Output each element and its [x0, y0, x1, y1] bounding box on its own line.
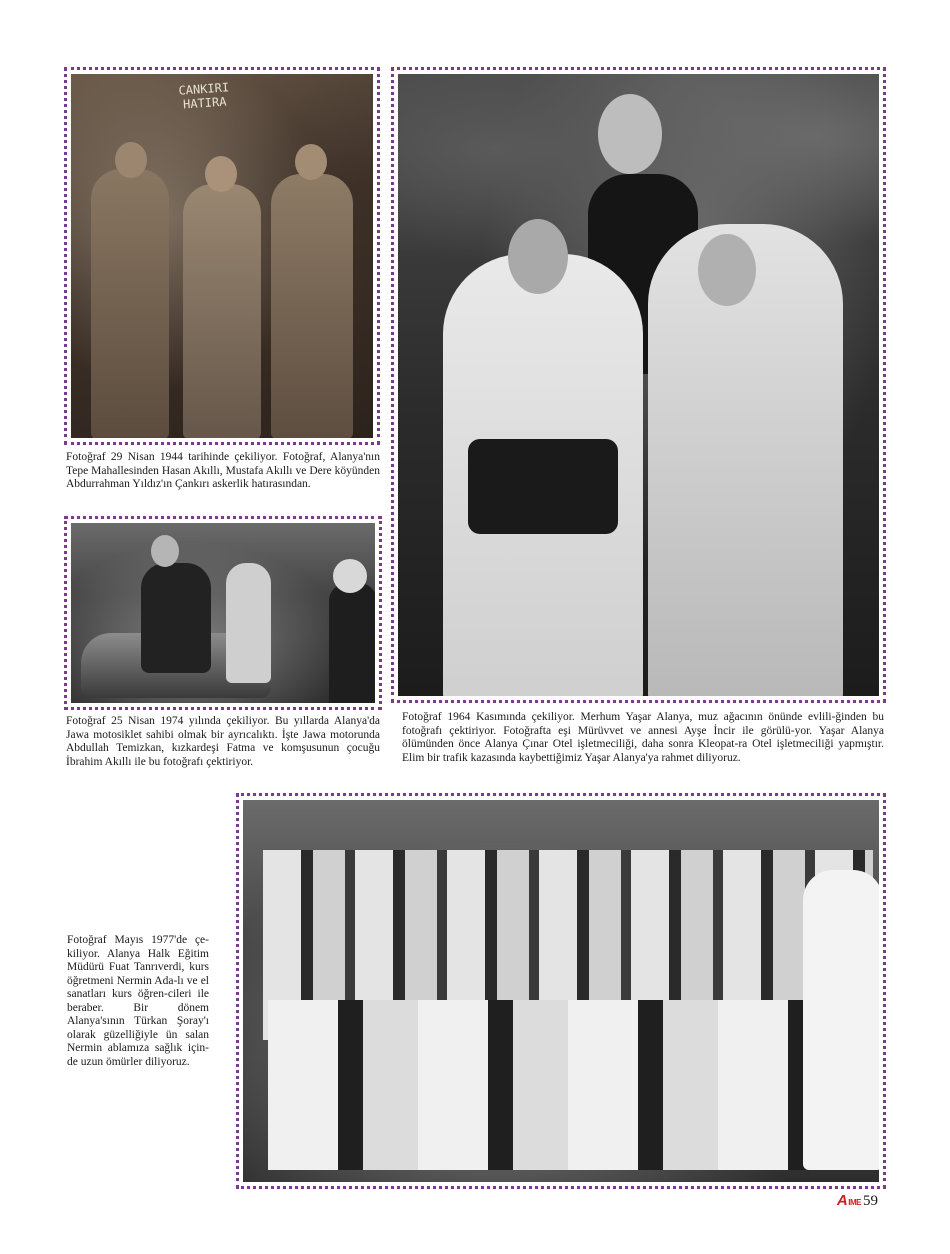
soldier-head: [115, 142, 147, 178]
child-figure: [329, 583, 375, 703]
photo-military-image: [71, 74, 373, 438]
soldier-head: [205, 156, 237, 192]
logo-letter: A: [836, 1192, 848, 1209]
page-number: 59: [863, 1193, 878, 1209]
caption-photo-1944: Fotoğraf 29 Nisan 1944 tarihinde çekiliyor. Fotoğraf, Alanya'nın Tepe Mahallesinden Hasan Akıllı, Mustafa Akıllı ve Dere köyünden Abdurrahman Yıldız'ın Çankırı askerlik hatırasından.: [66, 451, 380, 490]
photo-handwriting: [178, 80, 230, 111]
caption-photo-1974: Fotoğraf 25 Nisan 1974 yılında çekiliyor. Bu yıllarda Alanya'da Jawa motosiklet sahibi olmak bir ayrıcalıktı. İşte Jawa motorunda Abdullah Temizkan, kızkardeşi Fatma ve komşusunun çocuğu İbrahim Akıllı ile bu fotoğrafı çektiriyor.: [66, 715, 380, 768]
caption-photo-1964: Fotoğraf 1964 Kasımında çekiliyor. Merhum Yaşar Alanya, muz ağacının önünde evlili-ğinden bu fotoğrafı çektiriyor. Fotoğrafta eşi Mürüvvet ve annesi Ayşe İncir ile görülü-yor. Yaşar Alanya ölümünden önce Alanya Çınar Otel işletmeciliği, daha sonra Kleopat-ra Otel işletmeciliği yapmıştır. Elim bir trafik kazasında kaybettiğimiz Yaşar Alanya'ya rahmet diliyoruz.: [402, 711, 884, 764]
handwriting-line-1: CANKIRI: [178, 80, 230, 98]
logo-small-text: IME: [848, 1198, 861, 1207]
woman-right-figure: [803, 870, 879, 1170]
caption-photo-1977: Fotoğraf Mayıs 1977'de çe-kiliyor. Alanya Halk Eğitim Müdürü Fuat Tanrıverdi, kurs öğretmeni Nermin Ada-lı ve el sanatları kurs öğren-cileri ile beraber. Bir dönem Alanya'sının Türkan Şoray'ı olarak güzelliğiyle ün salan Nermin ablamıza sağlık için-de uzun ömürler diliyoruz.: [67, 934, 209, 1068]
bride-head: [508, 219, 568, 294]
soldier-head: [295, 144, 327, 180]
groom-head: [598, 94, 662, 174]
woman-figure: [226, 563, 271, 683]
soldier-figure: [271, 174, 353, 438]
rider-figure: [141, 563, 211, 673]
rider-head: [151, 535, 179, 567]
photo-motorcycle-1974: [64, 516, 382, 710]
handwriting-line-2: HATIRA: [182, 94, 227, 112]
soldier-figure: [183, 184, 261, 438]
front-row-group: [268, 1000, 808, 1170]
page-footer: [837, 1192, 878, 1210]
child-head: [333, 559, 367, 593]
photo-group-1977: [236, 793, 886, 1189]
photo-wedding-image: [398, 74, 879, 696]
photo-motorcycle-image: [71, 523, 375, 703]
photo-group-image: [243, 800, 879, 1182]
soldier-figure: [91, 169, 169, 438]
magazine-logo: [837, 1192, 861, 1209]
photo-military-1944: [64, 67, 380, 445]
mother-head: [698, 234, 756, 306]
photo-wedding-1964: [391, 67, 886, 703]
handbag-shape: [468, 439, 618, 534]
